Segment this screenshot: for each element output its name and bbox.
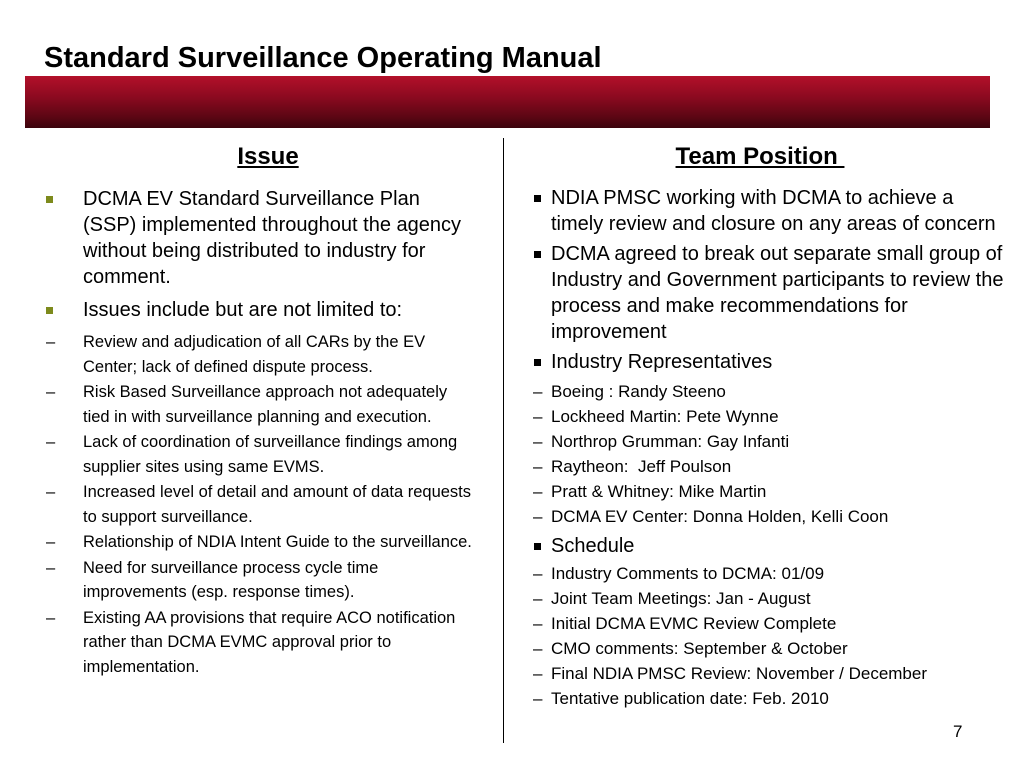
schedule-item [532,586,1007,611]
issue-bullet [46,186,476,290]
dash-bullet-icon: – [533,457,543,476]
schedule-item [532,611,1007,636]
dash-bullet-icon: – [533,482,543,501]
dash-bullet-icon: – [533,507,543,526]
representative-item [532,429,1007,454]
slide-title: Standard Surveillance Operating Manual [44,42,602,74]
team-bullet-text: Schedule [551,535,635,557]
issue-sub-item-text: Increased level of detail and amount of data requests to support surveillance. [83,483,471,526]
dash-bullet-icon: – [46,483,56,501]
team-bullet-text: Industry Representatives [551,351,773,373]
representative-text: Raytheon: Jeff Poulson [551,457,732,476]
dash-bullet-icon: – [46,383,56,401]
dash-bullet-icon: – [46,558,56,577]
representative-text: DCMA EV Center: Donna Holden, Kelli Coon [551,507,889,526]
team-bullet-text: NDIA PMSC working with DCMA to achieve a timely review and closure on any areas of concern [551,187,996,235]
square-bullet-icon [534,251,541,258]
issue-heading: Issue [237,143,299,170]
dash-bullet-icon: – [533,589,543,608]
issue-sub-item [46,380,476,429]
dash-bullet-icon: – [533,664,543,683]
dash-bullet-icon: – [533,432,543,451]
issue-sub-item [46,606,476,680]
representative-text: Lockheed Martin: Pete Wynne [551,407,779,426]
representative-item [532,454,1007,479]
issue-sub-item [46,330,476,379]
dash-bullet-icon: – [533,564,543,583]
schedule-item [532,561,1007,586]
schedule-item [532,686,1007,711]
issue-sub-item [46,480,476,529]
square-bullet-icon [46,196,53,203]
square-bullet-icon [46,307,53,314]
team-bullet [532,533,1007,559]
issue-sub-item-text: Risk Based Surveillance approach not adequately tied in with surveillance planning and execution. [83,383,448,426]
dash-bullet-icon: – [533,407,543,426]
issue-sub-item-text: Lack of coordination of surveillance findings among supplier sites using same EVMS. [83,433,458,476]
dash-bullet-icon: – [533,689,543,708]
issue-bullet [46,297,476,323]
issue-bullet-text: Issues include but are not limited to: [83,299,403,321]
schedule-text: Joint Team Meetings: Jan - August [551,589,811,608]
schedule-text: Tentative publication date: Feb. 2010 [551,689,829,708]
representative-item [532,379,1007,404]
representative-text: Northrop Grumman: Gay Infanti [551,432,790,451]
dash-bullet-icon: – [46,533,56,551]
issue-sub-item [46,430,476,479]
representative-text: Boeing : Randy Steeno [551,382,726,401]
issue-list [46,186,476,680]
dash-bullet-icon: – [46,433,56,451]
team-bullet [532,349,1007,375]
representative-item [532,479,1007,504]
page-number: 7 [953,722,963,741]
schedule-text: Initial DCMA EVMC Review Complete [551,614,837,633]
issue-bullet-text: DCMA EV Standard Surveillance Plan (SSP) implemented throughout the agency without being distributed to industry for comment. [83,188,461,288]
dash-bullet-icon: – [46,608,56,627]
schedule-text: Industry Comments to DCMA: 01/09 [551,564,825,583]
representative-item [532,404,1007,429]
square-bullet-icon [534,359,541,366]
team-position-heading: Team Position [675,143,845,170]
representative-item [532,504,1007,529]
square-bullet-icon [534,195,541,202]
dash-bullet-icon: – [533,382,543,401]
issue-sub-item-text: Need for surveillance process cycle time improvements (esp. response times). [83,558,379,601]
title-banner [25,76,990,128]
schedule-text: CMO comments: September & October [551,639,848,658]
dash-bullet-icon: – [533,614,543,633]
dash-bullet-icon: – [533,639,543,658]
dash-bullet-icon: – [46,333,56,351]
team-bullet [532,241,1007,345]
schedule-text: Final NDIA PMSC Review: November / December [551,664,928,683]
column-divider [503,138,504,743]
issue-sub-item-text: Existing AA provisions that require ACO notification rather than DCMA EVMC approval prior to implementation. [83,608,456,676]
team-position-list [532,185,1007,711]
issue-sub-item [46,530,476,555]
team-bullet [532,185,1007,237]
team-bullet-text: DCMA agreed to break out separate small group of Industry and Government participants to review the process and make recommendations for improvement [551,243,1004,343]
schedule-item [532,661,1007,686]
representative-text: Pratt & Whitney: Mike Martin [551,482,767,501]
issue-sub-item-text: Review and adjudication of all CARs by the EV Center; lack of defined dispute process. [83,333,426,376]
issue-sub-item [46,556,476,605]
square-bullet-icon [534,543,541,550]
schedule-item [532,636,1007,661]
issue-sub-item-text: Relationship of NDIA Intent Guide to the surveillance. [83,533,472,551]
